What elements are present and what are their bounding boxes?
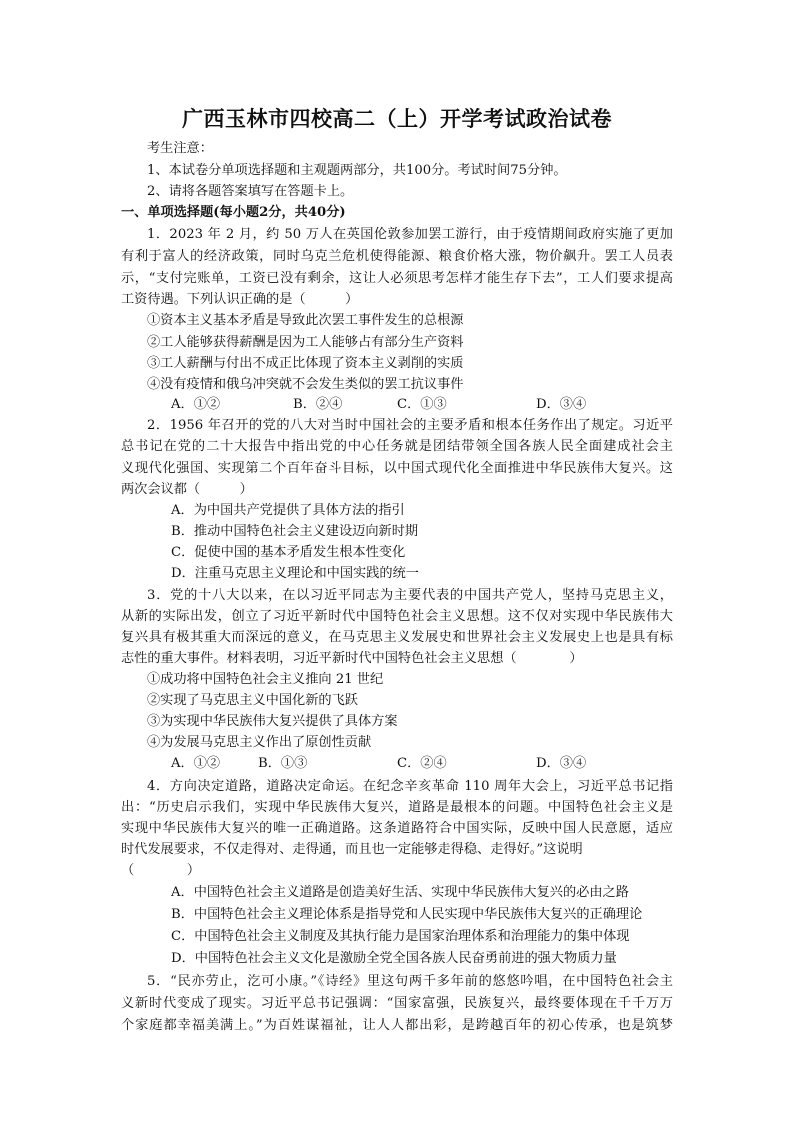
statement: ③为实现中华民族伟大复兴提供了具体方案 [147,714,398,729]
option-d: D．③④ [536,756,587,771]
page-title: 广西玉林市四校高二（上）开学考试政治试卷 [182,106,612,131]
question-text: 有利于富人的经济政策，同时乌克兰危机使得能源、粮食价格大涨，物价飙升。罢工人员表 [121,249,673,264]
option-b: B．推动中国特色社会主义建设迈向新时期 [171,524,419,539]
question-text: 从新的实际出发，创立了习近平新时代中国特色社会主义思想。这不仅对实现中华民族伟大 [121,609,673,624]
option-d: D．中国特色社会主义文化是激励全党全国各族人民奋勇前进的强大物质力量 [171,951,617,966]
statement: ④没有疫情和俄乌冲突就不会发生类似的罢工抗议事件 [147,377,464,392]
question-text: 出：“历史启示我们，实现中华民族伟大复兴，道路是最根本的问题。中国特色社会主义是 [121,800,673,815]
section-heading: 一、单项选择题(每小题2分，共40分) [121,205,346,220]
statement: ①成功将中国特色社会主义推向 21 世纪 [147,672,384,687]
question-text: （ ） [121,863,201,878]
question-text: 个家庭都幸福美满上。”为百姓谋福祉，让人人都出彩，是跨越百年的初心传承，也是筑梦 [121,1018,673,1033]
question-text: 实现中华民族伟大复兴的唯一正确道路。这条道路符合中国实际，反映中国人民意愿，适应 [121,821,673,836]
option-c: C．①③ [397,397,447,412]
option-c: C．②④ [397,756,447,771]
option-b: B．中国特色社会主义理论体系是指导党和人民实现中华民族伟大复兴的正确理论 [171,907,643,922]
question-text: 义现代化强国、实现第二个百年奋斗目标，以中国式现代化全面推进中华民族伟大复兴。这 [121,461,673,476]
question-text: 两次会议都（ ） [121,482,253,497]
option-c: C．促使中国的基本矛盾发生根本性变化 [171,545,406,560]
option-d: D．③④ [536,397,587,412]
question-text: 志性的重大事件。材料表明，习近平新时代中国特色社会主义思想（ ） [121,651,583,666]
option-b: B．①③ [258,756,308,771]
question-text: 示，“支付完账单，工资已没有剩余，这让人必须思考怎样才能生存下去”，工人们要求提高 [121,271,673,286]
notice-item: 1、本试卷分单项选择题和主观题两部分，共100分。考试时间75分钟。 [147,163,567,178]
option-c: C．中国特色社会主义制度及其执行能力是国家治理体系和治理能力的集中体现 [171,929,630,944]
notice-item: 2、请将各题答案填写在答题卡上。 [147,184,354,199]
option-a: A．为中国共产党提供了具体方法的指引 [171,503,405,518]
statement: ②实现了马克思主义中国化新的飞跃 [147,693,358,708]
question-text: 4．方向决定道路，道路决定命运。在纪念辛亥革命 110 周年大会上，习近平总书记指 [147,779,673,794]
question-text: 总书记在党的二十大报告中指出党的中心任务就是团结带领全国各族人民全面建成社会主 [121,439,673,454]
statement: ②工人能够获得薪酬是因为工人能够占有部分生产资料 [147,335,464,350]
option-d: D．注重马克思主义理论和中国实践的统一 [171,566,419,581]
question-text: 3．党的十八大以来，在以习近平同志为主要代表的中国共产党人，坚持马克思主义， [147,588,673,603]
option-a: A．①② [171,397,221,412]
statement: ④为发展马克思主义作出了原创性贡献 [147,735,372,750]
question-text: 5．“民亦劳止，汔可小康。”《诗经》里这句两千多年前的悠悠吟唱，在中国特色社会主 [147,974,673,989]
option-b: B．②④ [293,397,343,412]
question-text: 工资待遇。下列认识正确的是（ ） [121,292,359,307]
statement: ③工人薪酬与付出不成正比体现了资本主义剥削的实质 [147,356,464,371]
notice-heading: 考生注意： [147,141,213,156]
question-text: 义新时代变成了现实。习近平总书记强调：“国家富强，民族复兴，最终要体现在千千万万 [121,996,673,1011]
question-text: 复兴具有极其重大而深远的意义，在马克思主义发展史和世界社会主义发展史上也是具有标 [121,630,673,645]
question-text: 2．1956 年召开的党的八大对当时中国社会的主要矛盾和根本任务作出了规定。习近平 [147,418,673,433]
statement: ①资本主义基本矛盾是导致此次罢工事件发生的总根源 [147,313,464,328]
option-a: A．①② [171,756,221,771]
question-text: 时代发展要求，不仅走得对、走得通，而且也一定能够走得稳、走得好。”这说明 [121,842,583,857]
option-a: A．中国特色社会主义道路是创造美好生活、实现中华民族伟大复兴的必由之路 [171,885,629,900]
question-text: 1．2023 年 2 月，约 50 万人在英国伦敦参加罢工游行，由于疫情期间政府实施了更加 [147,227,673,242]
